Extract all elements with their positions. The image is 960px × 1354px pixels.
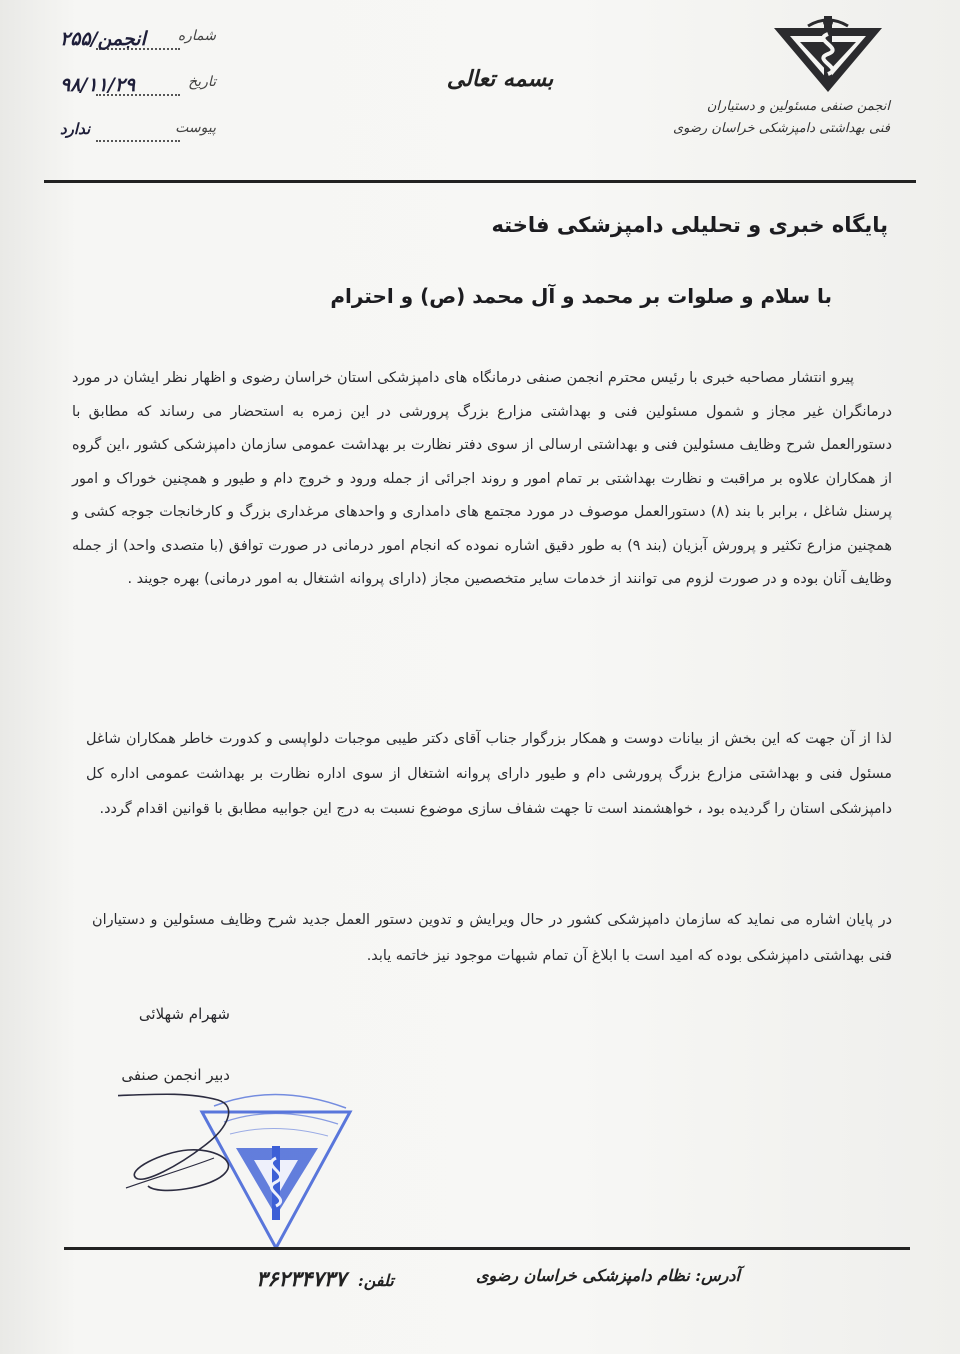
attachment-dots [96, 140, 180, 142]
organization-name-line-1: انجمن صنفی مسئولین و دستیاران [706, 99, 890, 114]
phone-label: تلفن: [357, 1271, 394, 1290]
organization-name [673, 96, 890, 140]
attachment-value: ندارد [60, 120, 91, 138]
attachment-row [56, 120, 216, 148]
footer-phone [256, 1266, 394, 1291]
attachment-label: پیوست [175, 120, 216, 136]
number-label: شماره [177, 28, 216, 44]
signer-name: شهرام شهلائی [138, 1005, 230, 1023]
association-seal-icon [118, 1088, 358, 1250]
date-label: تاریخ [188, 74, 216, 90]
footer-address [476, 1266, 740, 1285]
body-paragraph-3: در پایان اشاره می نماید که سازمان دامپزشکی کشور در حال ویرایش و تدوین دستور العمل جدید شرح وظایف مسئولین و دستیاران فنی بهداشتی دامپزشکی بوده که امید است با ابلاغ آن تمام شبهات موجود نیز خاتمه یابد. [92, 912, 892, 964]
organization-name-line-2: فنی بهداشتی دامپزشکی خراسان رضوی [673, 121, 890, 136]
number-row [56, 28, 216, 56]
date-value: ۹۸/۱۱/۲۹ [60, 74, 136, 96]
greeting-line: با سلام و صلوات بر محمد و آل محمد (ص) و احترام [330, 284, 832, 308]
bismillah-heading: بسمه تعالی [446, 66, 554, 92]
recipient-line: پایگاه خبری و تحلیلی دامپزشکی فاخته [491, 213, 888, 237]
address-value: نظام دامپزشکی خراسان رضوی [475, 1266, 690, 1285]
body-paragraph-1: پیرو انتشار مصاحبه خبری با رئیس محترم انجمن صنفی درمانگاه های دامپزشکی استان خراسان رضوی و اظهار نظر ایشان در مورد درمانگران غیر مجاز و شمول مسئولین فنی و بهداشتی مزارع بزرگ پرورشی در این زمره به استحضار می رساند که مطابق با دستورالعمل شرح وظایف مسئولین فنی و بهداشتی ارسالی از سوی دفتر نظارت بر بهداشت عمومی سازمان دامپزشکی کشور ،این گروه از همکاران علاوه بر مراقبت و نظارت بهداشتی بر تمام امور و روند اجرائی از جمله ورود و خروج دام و طیور و همچنین خوراک و امور پرسنل شاغل ، برابر با بند (۸) دستورالعمل موصوف در مورد مجتمع های دامداری و واحدهای مرغداری بزرگ و کارخانجات جوجه کشی و همچنین مزارع تکثیر و پرورش آبزیان (بند ۹) به طور دقیق اشاره نموده که انجام امور درمانی در صورت توافق (با متصدی واحد) از جمله وظایف آنان بوده و در صورت لزوم می توانند از خدمات سایر متخصصین مجاز (دارای پروانه اشتغال به امور درمانی) بهره جویند . [72, 370, 892, 587]
phone-value: ۳۶۲۳۴۷۳۷ [256, 1266, 347, 1291]
header-divider [44, 180, 916, 183]
date-row [56, 74, 216, 102]
address-label: آدرس: [695, 1266, 740, 1285]
signer-title: دبیر انجمن صنفی [121, 1066, 230, 1084]
footer-divider [64, 1247, 910, 1250]
number-value: ۲۵۵/انجمن [60, 28, 146, 50]
body-paragraph-2: لذا از آن جهت که این بخش از بیانات دوست و همکار بزرگوار جناب آقای دکتر طیبی موجبات دلواپسی و کدورت خاطر همکاران شاغل مسئول فنی و بهداشتی مزارع بزرگ پرورشی دام و طیور دارای پروانه اشتغال از سوی اداره نظارت بر بهداشت عمومی اداره کل دامپزشکی استان را گردیده بود ، خواهشمند است تا جهت شفاف سازی موضوع نسبت به درج این جوابیه مطابق با قوانین اقدام گردد. [86, 731, 892, 817]
organization-logo-icon [768, 14, 888, 96]
